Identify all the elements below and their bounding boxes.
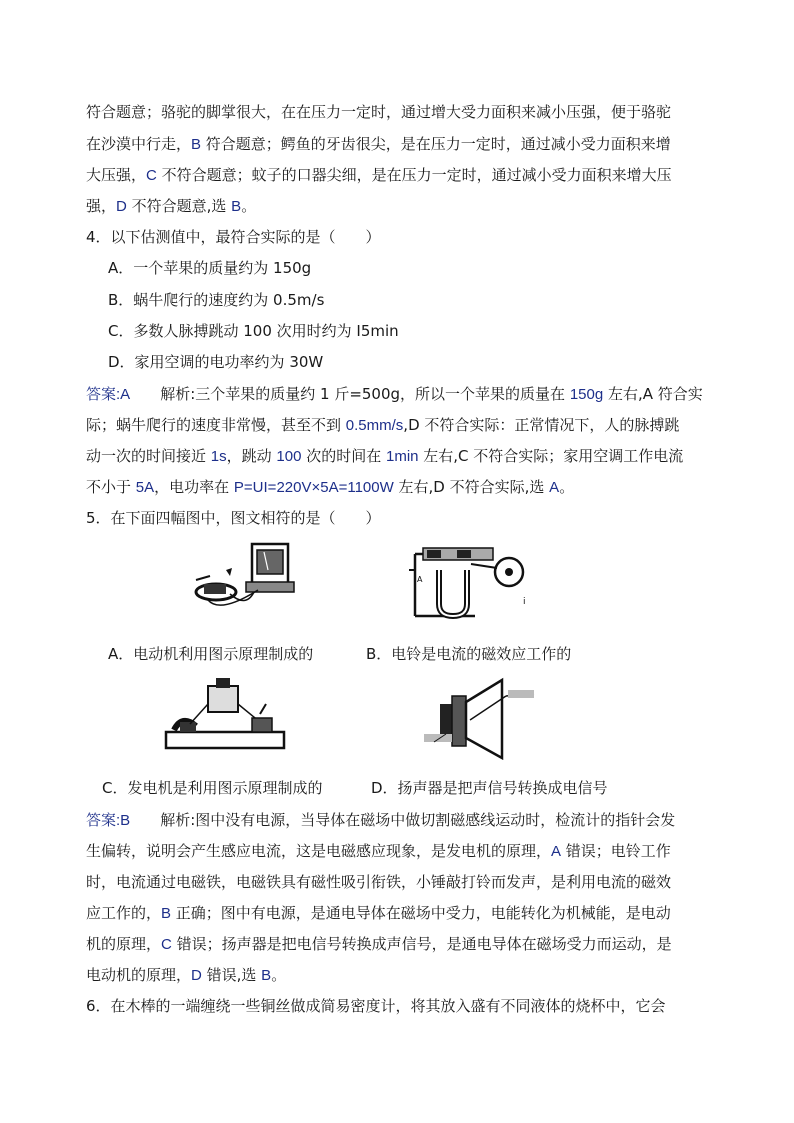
q5-answer-line-6	[86, 965, 286, 986]
q5-answer-line-2	[86, 841, 671, 862]
figure-c-generator-diagram	[160, 674, 290, 760]
text: 应工作的，	[86, 904, 162, 922]
text: 强，	[86, 197, 117, 215]
value: 1s	[210, 448, 227, 465]
q5-answer-line-4	[86, 903, 671, 924]
prev-explanation-line-4	[86, 196, 256, 217]
q5-answer-line-3: 时，电流通过电磁铁，电磁铁具有磁性吸引衔铁，小锤敲打铃而发声，是利用电流的磁效	[86, 873, 672, 891]
text: 生偏转，说明会产生感应电流，这是电磁感应现象，是发电机的原理，	[86, 842, 552, 860]
option-letter: C	[161, 936, 172, 953]
text: 不符合题意；蚊子的口器尖细，是在压力一定时，通过减小受力面积来增大压	[156, 166, 672, 184]
q5-option-c: C．发电机是利用图示原理制成的	[102, 779, 323, 797]
q5-answer-line-5	[86, 934, 672, 955]
formula: P=UI=220V×5A=1100W	[233, 479, 394, 496]
text: 际；蜗牛爬行的速度非常慢，甚至不到	[86, 416, 346, 434]
answer-letter: B	[261, 967, 272, 984]
option-letter: B	[191, 136, 202, 153]
text: 机的原理，	[86, 935, 162, 953]
q4-answer-line-2	[86, 415, 679, 436]
prev-explanation-line-2	[86, 134, 671, 155]
text: 在沙漠中行走，	[86, 135, 192, 153]
figure-a-galvanometer-diagram	[186, 540, 296, 624]
text: 。	[271, 966, 287, 984]
option-letter: A	[551, 843, 562, 860]
text: 符合题意；骆驼的脚掌很大，在在压力一定时，通过增大受力面积来减小压强，便于骆驼	[86, 103, 672, 121]
q6-stem: 6．在木棒的一端缠绕一些铜丝做成简易密度计，将其放入盛有不同液体的烧杯中，它会	[86, 997, 666, 1015]
q4-option-b: B．蜗牛爬行的速度约为 0.5m/s	[108, 291, 325, 309]
text: 错误；电铃工作	[561, 842, 671, 860]
q5-option-b: B．电铃是电流的磁效应工作的	[366, 645, 572, 663]
prev-explanation-line-3	[86, 165, 672, 186]
q4-answer-line-1	[86, 384, 703, 405]
text: 动一次的时间接近	[86, 447, 211, 465]
text: 解析:图中没有电源，当导体在磁场中做切割磁感线运动时，检流计的指针会发	[130, 811, 676, 829]
text: 次的时间在	[301, 447, 386, 465]
text: 电动机的原理，	[86, 966, 192, 984]
text: 左右,A 符合实	[603, 385, 703, 403]
q4-option-c: C．多数人脉搏跳动 100 次用时约为 I5min	[108, 322, 399, 340]
figure-b-electric-bell-diagram	[405, 540, 535, 624]
q5-option-d: D．扬声器是把声信号转换成电信号	[371, 779, 608, 797]
text: 大压强，	[86, 166, 147, 184]
text: 。	[241, 197, 257, 215]
text: 解析:三个苹果的质量约 1 斤=500g，所以一个苹果的质量在	[130, 385, 570, 403]
answer-letter: B	[231, 198, 242, 215]
option-letter: B	[161, 905, 172, 922]
q4-option-d: D．家用空调的电功率约为 30W	[108, 353, 324, 371]
option-letter: C	[146, 167, 157, 184]
value: 1min	[385, 448, 419, 465]
text: ，电功率在	[154, 478, 234, 496]
value: 0.5mm/s	[345, 417, 404, 434]
q4-answer-line-3	[86, 446, 683, 467]
value: 150g	[569, 386, 604, 403]
text: ,D 不符合实际：正常情况下，人的脉搏跳	[403, 416, 680, 434]
text: 左右,C 不符合实际；家用空调工作电流	[418, 447, 684, 465]
prev-explanation-line-1	[86, 102, 671, 122]
figure-b-label: i	[523, 597, 526, 607]
text: 不小于	[86, 478, 136, 496]
text: 。	[559, 478, 575, 496]
text: 左右,D 不符合实际,选	[393, 478, 550, 496]
value: 5A	[135, 479, 155, 496]
text: 错误,选	[201, 966, 262, 984]
q4-option-a: A．一个苹果的质量约为 150g	[108, 259, 312, 277]
option-letter: D	[191, 967, 202, 984]
option-letter: D	[116, 198, 127, 215]
svg-text:A: A	[417, 575, 423, 584]
text: 符合题意；鳄鱼的牙齿很尖，是在压力一定时，通过减小受力面积来增	[201, 135, 671, 153]
figure-d-loudspeaker-diagram	[420, 674, 540, 760]
answer-label: 答案:A	[86, 386, 131, 403]
q4-answer-line-4	[86, 477, 574, 498]
q4-stem: 4．以下估测值中，最符合实际的是（ ）	[86, 228, 381, 246]
value: 100	[276, 448, 302, 465]
q5-option-a: A．电动机利用图示原理制成的	[108, 645, 314, 663]
text: 正确；图中有电源，是通电导体在磁场中受力，电能转化为机械能，是电动	[171, 904, 671, 922]
answer-letter: A	[549, 479, 560, 496]
text: 错误；扬声器是把电信号转换成声信号，是通电导体在磁场受力而运动，是	[171, 935, 672, 953]
answer-label: 答案:B	[86, 812, 131, 829]
q5-stem: 5．在下面四幅图中，图文相符的是（ ）	[86, 509, 381, 527]
q5-answer-line-1	[86, 810, 675, 831]
text: 不符合题意,选	[126, 197, 232, 215]
text: ，跳动	[226, 447, 277, 465]
